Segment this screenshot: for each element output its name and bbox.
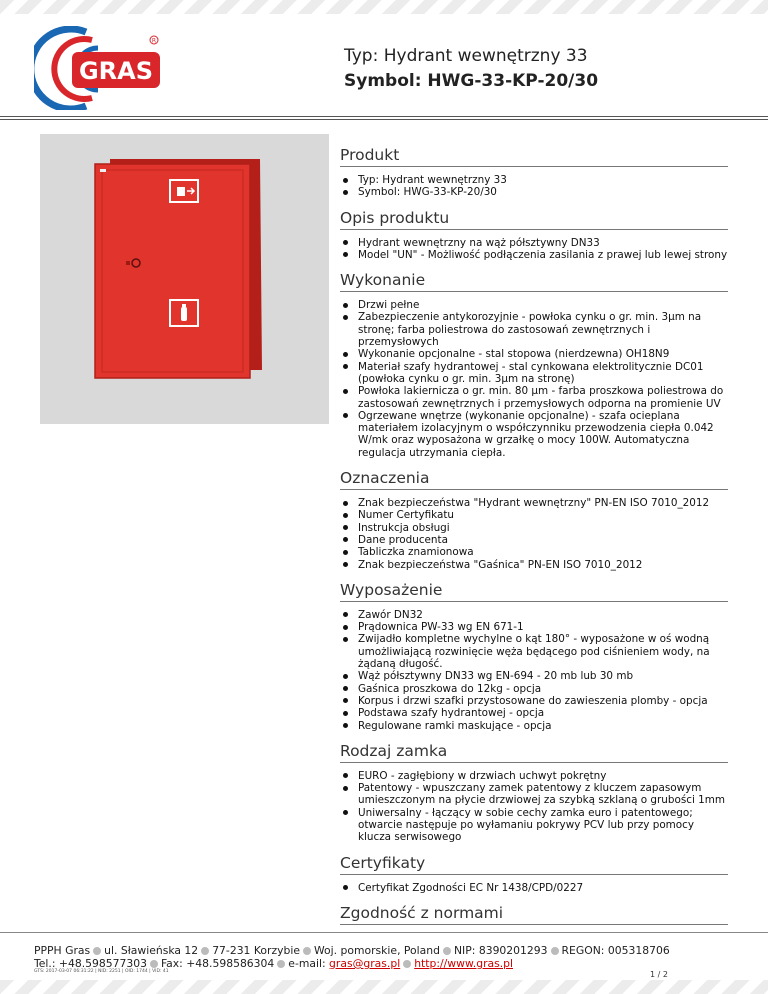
separator-dot-icon bbox=[150, 960, 158, 968]
list-item: Instrukcja obsługi bbox=[358, 522, 728, 534]
top-stripe bbox=[0, 0, 768, 14]
header-divider bbox=[0, 116, 768, 117]
section-title: Zgodność z normami bbox=[340, 904, 728, 925]
list-item: Ogrzewane wnętrze (wykonanie opcjonalne) - szafa ocieplana materiałem izolacyjnym o współczynniku przewodzenia ciepła 0.042 W/mk oraz wyposażona w grzałkę o mocy 100W. Automatyczna regulacja utrzymania ciepła. bbox=[358, 410, 728, 459]
list-item: Patentowy - wpuszczany zamek patentowy z kluczem zapasowym umieszczonym na płycie drzwiowej za szybką szklaną o grubości 1mm bbox=[358, 782, 728, 807]
separator-dot-icon bbox=[551, 947, 559, 955]
separator-dot-icon bbox=[277, 960, 285, 968]
section-title: Opis produktu bbox=[340, 209, 728, 230]
section-list bbox=[340, 497, 728, 571]
list-item: Wąż półsztywny DN33 wg EN-694 - 20 mb lub 30 mb bbox=[358, 670, 728, 682]
footer-email-link[interactable]: gras@gras.pl bbox=[329, 957, 401, 970]
list-item: Typ: Hydrant wewnętrzny 33 bbox=[358, 174, 728, 186]
footer-city: 77-231 Korzybie bbox=[212, 944, 301, 957]
footer-regon: REGON: 005318706 bbox=[561, 944, 670, 957]
hydrant-cabinet-image bbox=[40, 134, 329, 424]
list-item: Znak bezpieczeństwa "Hydrant wewnętrzny" PN-EN ISO 7010_2012 bbox=[358, 497, 728, 509]
list-item: Numer Certyfikatu bbox=[358, 509, 728, 521]
separator-dot-icon bbox=[303, 947, 311, 955]
list-item: Uniwersalny - łączący w sobie cechy zamka euro i patentowego; otwarcie następuje po wyłamaniu pokrywy PCV lub przy pomocy klucza serwisowego bbox=[358, 807, 728, 844]
footer-meta: GTS: 2017-03-07 06:31:22 | NID: 2251 | OID: 1744 | VID: 41 bbox=[34, 969, 169, 974]
list-item: Gaśnica proszkowa do 12kg - opcja bbox=[358, 683, 728, 695]
product-content bbox=[340, 146, 728, 932]
separator-dot-icon bbox=[443, 947, 451, 955]
document-type: Typ: Hydrant wewnętrzny 33 bbox=[344, 46, 588, 66]
list-item: EURO - zagłębiony w drzwiach uchwyt pokrętny bbox=[358, 770, 728, 782]
section-title: Wykonanie bbox=[340, 271, 728, 292]
separator-dot-icon bbox=[201, 947, 209, 955]
footer-fax: Fax: +48.598586304 bbox=[160, 957, 275, 970]
list-item: Hydrant wewnętrzny na wąż półsztywny DN33 bbox=[358, 237, 728, 249]
list-item: Drzwi pełne bbox=[358, 299, 728, 311]
list-item: Korpus i drzwi szafki przystosowane do zawieszenia plomby - opcja bbox=[358, 695, 728, 707]
section-wykonanie bbox=[340, 271, 728, 459]
section-list bbox=[340, 882, 728, 894]
bottom-stripe bbox=[0, 980, 768, 994]
svg-text:R: R bbox=[151, 37, 157, 45]
footer-tel: Tel.: +48.598577303 bbox=[34, 957, 147, 970]
list-item: Dane producenta bbox=[358, 534, 728, 546]
list-item: Regulowane ramki maskujące - opcja bbox=[358, 720, 728, 732]
separator-dot-icon bbox=[93, 947, 101, 955]
list-item: Wykonanie opcjonalne - stal stopowa (nierdzewna) OH18N9 bbox=[358, 348, 728, 360]
list-item: Zwijadło kompletne wychylne o kąt 180° - wyposażone w oś wodną umożliwiającą rozwinięcie węża będącego pod ciśnieniem wody, na żądaną długość. bbox=[358, 633, 728, 670]
footer-nip: NIP: 8390201293 bbox=[453, 944, 548, 957]
section-list bbox=[340, 770, 728, 844]
list-item: Tabliczka znamionowa bbox=[358, 546, 728, 558]
footer-divider bbox=[0, 932, 768, 933]
document-symbol: Symbol: HWG-33-KP-20/30 bbox=[344, 71, 599, 91]
list-item: Zawór DN32 bbox=[358, 609, 728, 621]
list-item: Model "UN" - Możliwość podłączenia zasilania z prawej lub lewej strony bbox=[358, 248, 728, 261]
section-rodzaj-zamka bbox=[340, 742, 728, 844]
header-divider-secondary bbox=[0, 119, 768, 120]
section-list bbox=[340, 299, 728, 459]
footer-address-row bbox=[34, 944, 734, 957]
gras-logo bbox=[34, 26, 166, 110]
section-zgodnosc-z-normami bbox=[340, 904, 728, 925]
section-produkt bbox=[340, 146, 728, 199]
section-title: Certyfikaty bbox=[340, 854, 728, 875]
section-certyfikaty bbox=[340, 854, 728, 894]
section-title: Wyposażenie bbox=[340, 581, 728, 602]
page-number: 1 / 2 bbox=[650, 970, 668, 979]
section-title: Produkt bbox=[340, 146, 728, 167]
list-item: Powłoka lakiernicza o gr. min. 80 µm - farba proszkowa poliestrowa do zastosowań zewnętrznych i przemysłowych odporna na promienie UV bbox=[358, 385, 728, 410]
list-item: Znak bezpieczeństwa "Gaśnica" PN-EN ISO 7010_2012 bbox=[358, 559, 728, 571]
section-list bbox=[340, 174, 728, 199]
section-list bbox=[340, 609, 728, 732]
footer-website-link[interactable]: http://www.gras.pl bbox=[414, 957, 514, 970]
list-item: Podstawa szafy hydrantowej - opcja bbox=[358, 707, 728, 719]
list-item: Prądownica PW-33 wg EN 671-1 bbox=[358, 621, 728, 633]
footer-region: Woj. pomorskie, Poland bbox=[314, 944, 440, 957]
list-item: Zabezpieczenie antykorozyjnie - powłoka cynku o gr. min. 3µm na stronę; farba poliestrowa do zastosowań zewnętrznych i przemysłowych bbox=[358, 311, 728, 348]
section-title: Rodzaj zamka bbox=[340, 742, 728, 763]
list-item: Symbol: HWG-33-KP-20/30 bbox=[358, 186, 728, 198]
footer-email-label: e-mail: bbox=[288, 957, 326, 970]
list-item: Certyfikat Zgodności EC Nr 1438/CPD/0227 bbox=[358, 882, 728, 894]
section-oznaczenia bbox=[340, 469, 728, 571]
footer-company: PPPH Gras bbox=[34, 944, 91, 957]
logo-text: GRAS bbox=[78, 57, 154, 85]
footer bbox=[34, 944, 734, 970]
list-item: Materiał szafy hydrantowej - stal cynkowana elektrolitycznie DC01 (powłoka cynku o gr. min. 3µm na stronę) bbox=[358, 361, 728, 386]
section-list bbox=[340, 237, 728, 262]
section-wyposazenie bbox=[340, 581, 728, 732]
section-title: Oznaczenia bbox=[340, 469, 728, 490]
separator-dot-icon bbox=[403, 960, 411, 968]
product-photo bbox=[40, 134, 329, 424]
footer-street: ul. Sławieńska 12 bbox=[104, 944, 199, 957]
section-opis-produktu bbox=[340, 209, 728, 262]
